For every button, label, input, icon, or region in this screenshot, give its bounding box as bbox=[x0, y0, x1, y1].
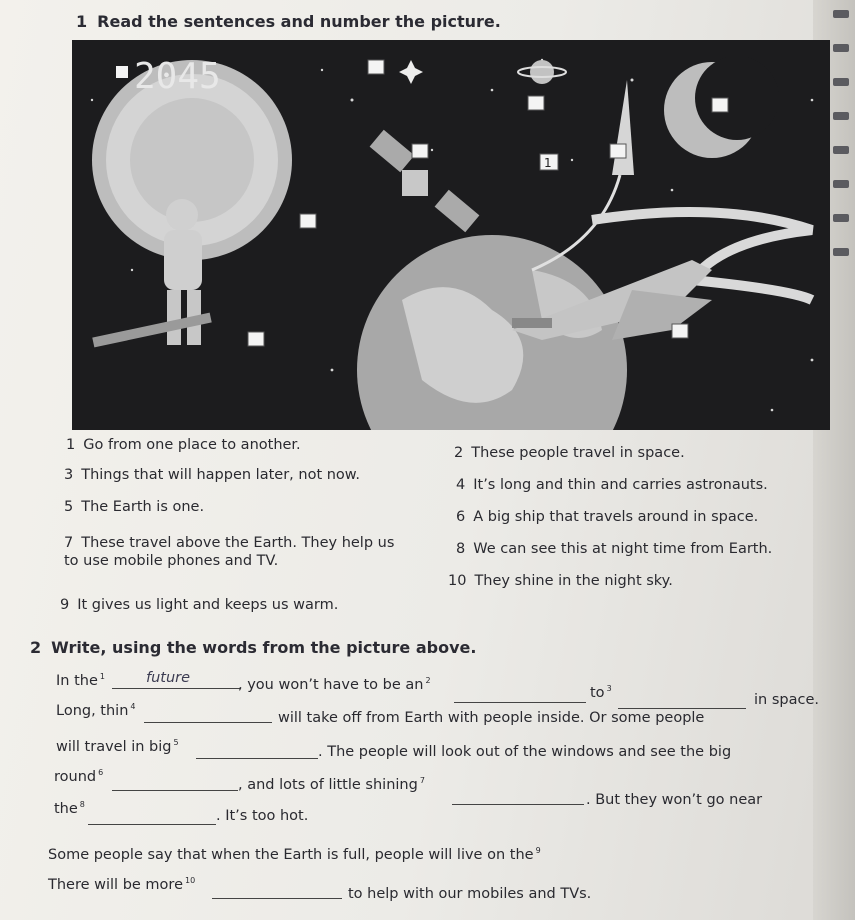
number-box[interactable] bbox=[528, 96, 544, 110]
clue-9: 9 It gives us light and keeps us warm. bbox=[60, 597, 339, 613]
sentence-text: the $^8$ bbox=[54, 800, 85, 817]
sentence-text: . The people will look out of the windows and see the big bbox=[318, 744, 732, 760]
clue-7: 7 These travel above the Earth. They help us to use mobile phones and TV. bbox=[64, 535, 395, 570]
space-illustration bbox=[72, 40, 830, 430]
answer-blank-10[interactable] bbox=[212, 880, 342, 899]
clue-2: 2 These people travel in space. bbox=[454, 445, 685, 461]
binding-ring bbox=[833, 146, 849, 154]
sentence-text: Long, thin $^4$ bbox=[56, 702, 136, 719]
sentence-text: . But they won’t go near bbox=[586, 792, 763, 808]
clue-5: 5 The Earth is one. bbox=[64, 499, 205, 515]
sentence-text: in space. bbox=[754, 692, 819, 708]
answer-blank-7[interactable] bbox=[452, 786, 584, 805]
clue-8: 8 We can see this at night time from Earth. bbox=[456, 541, 773, 557]
binding-ring bbox=[833, 112, 849, 120]
exercise-instruction: Write, using the words from the picture above. bbox=[51, 638, 477, 657]
exercise-number: 2 bbox=[30, 638, 42, 657]
number-box[interactable] bbox=[248, 332, 264, 346]
sentence-text: , and lots of little shining $^7$ bbox=[238, 776, 425, 793]
year-text: 2045 bbox=[134, 56, 221, 97]
sentence-text: to $^3$ bbox=[590, 684, 612, 701]
sentence-text: will take off from Earth with people inside. Or some people bbox=[278, 710, 705, 726]
clue-10: 10 They shine in the night sky. bbox=[448, 573, 673, 589]
binding-ring bbox=[833, 44, 849, 52]
binding-ring bbox=[833, 180, 849, 188]
answer-blank-4[interactable] bbox=[144, 704, 272, 723]
number-box[interactable] bbox=[672, 324, 688, 338]
number-box[interactable] bbox=[610, 144, 626, 158]
clue-6: 6 A big ship that travels around in space. bbox=[456, 509, 759, 525]
sentence-text: There will be more $^{10}$ bbox=[48, 876, 196, 893]
answer-blank-5[interactable] bbox=[196, 740, 318, 759]
clue-1: 1 Go from one place to another. bbox=[66, 437, 301, 453]
number-box[interactable] bbox=[712, 98, 728, 112]
clue-3: 3 Things that will happen later, not now. bbox=[64, 467, 360, 483]
binding-ring bbox=[833, 214, 849, 222]
sentence-text: will travel in big $^5$ bbox=[56, 738, 179, 755]
answer-blank-8[interactable] bbox=[88, 806, 216, 825]
binding-ring bbox=[833, 10, 849, 18]
answer-blank-2[interactable] bbox=[454, 684, 586, 703]
exercise-1-title bbox=[76, 12, 501, 31]
filled-answer: future bbox=[146, 670, 191, 686]
sentence-text: Some people say that when the Earth is full, people will live on the $^9$ bbox=[48, 846, 541, 863]
sample-number: 1 bbox=[544, 156, 552, 170]
space-picture bbox=[72, 40, 830, 430]
number-box[interactable] bbox=[412, 144, 428, 158]
binding-ring bbox=[833, 248, 849, 256]
binding-ring bbox=[833, 78, 849, 86]
sentence-text: . It’s too hot. bbox=[216, 808, 309, 824]
exercise-number: 1 bbox=[76, 12, 88, 31]
number-box[interactable] bbox=[368, 60, 384, 74]
answer-blank-3[interactable] bbox=[618, 690, 746, 709]
sentence-text: , you won’t have to be an $^2$ bbox=[238, 676, 431, 693]
clue-4: 4 It’s long and thin and carries astronauts. bbox=[456, 477, 768, 493]
sentence-text: In the $^1$ bbox=[56, 672, 105, 689]
exercise-instruction: Read the sentences and number the picture. bbox=[97, 12, 501, 31]
number-box[interactable] bbox=[300, 214, 316, 228]
sentence-text: round $^6$ bbox=[54, 768, 104, 785]
answer-blank-6[interactable] bbox=[112, 772, 238, 791]
exercise-2-title bbox=[30, 638, 476, 657]
sentence-text: to help with our mobiles and TVs. bbox=[348, 886, 592, 902]
